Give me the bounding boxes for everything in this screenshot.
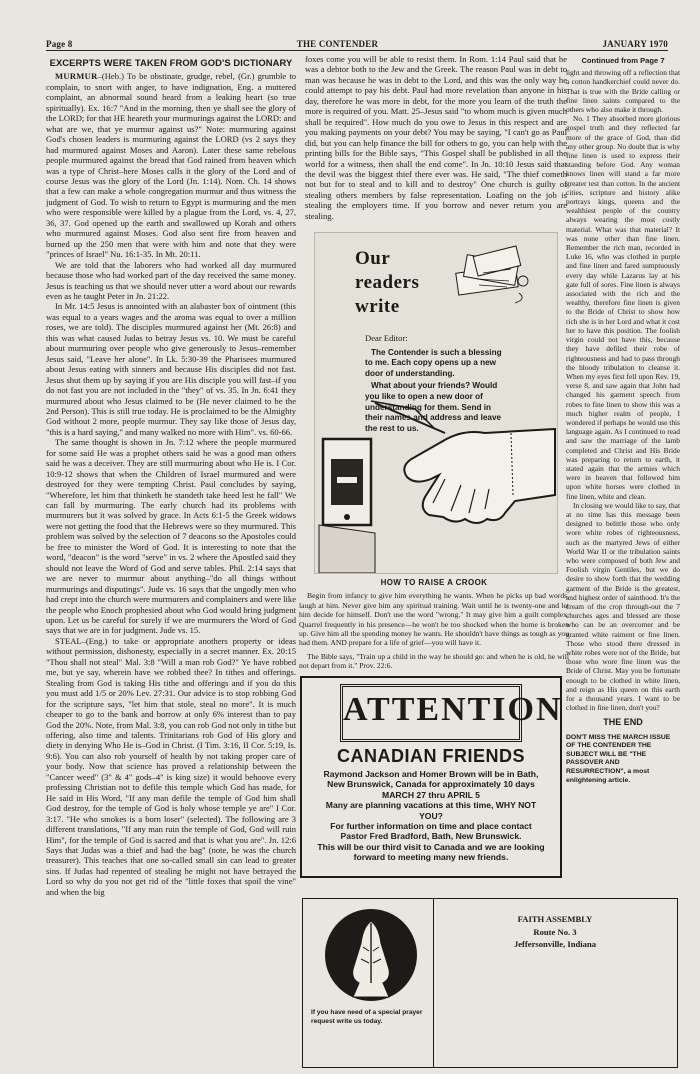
praying-hands-icon (323, 907, 419, 1003)
crook-paragraph: The Bible says, "Train up a child in the way he should go: and when he is old, he will not depart from it." Prov. 22:6. (299, 651, 569, 671)
letter-paragraph: The Contender is such a blessing to me. Each copy opens up a new door of understanding. (365, 347, 502, 378)
article-title: EXCERPTS WERE TAKEN FROM GOD'S DICTIONARY (49, 58, 293, 68)
article-paragraph: STEAL–(Eng.) to take or appropriate anothers property or ideas without permission, dishonesty, especially in a secret manner. Ex. 20:15 "Thou shall not steal" Mal. 3:8 "Will a man rob God?" Ye have robbed me, but ye say, wherein have we robbed thee? In tithes and offerings. Stealing from God is taking His tithe and offerings and if you do this you must add 1/5 or 20% Lev. 27:31. Our advice is to stop robbing God for the scripture says, "let him that stole, steal no more". It is much cheaper to go to the bank and borrow at only 6% interest than to pay God the 20%. Note, from Mal. 3:8, you can rob God not only in tithe but offering, also time and talents. Trinitarians rob God of His glory and diety in denying Who He is–God in Christ. (I Tim. 3:16, II Cor. 5:19, Is. 9:6). You can also rob yourself of health by not taking proper care of your body. Now that science has proved a relationship between the "Cancer weed" (3" & 4" gods–4" is king size) it would behoove every professing Christian not to defile this temple which God has made, for He said in His Word, "If any man defile the temple of God him shall God destroy, for the temple of God is holy whose temple ye are" I Cor. 3:17. "He who smokes is a born loser" (selected). The following are 3 different translations, "If any man ruin the temple of God, God will ruin Him", for the temple of God is sacred and that is what you are". Jn. 12:6 Says that Judas was a thief and had the bag" (note, he was the church treasurer). This teaches that one so-called small sin can lead to greater sins. If Judas had repented of stealing he might not have betrayed the Lord so why do you not get rid of the "little foxes that spoil the vine" and when the big (46, 635, 296, 897)
lead-word: MURMUR (55, 71, 98, 82)
crook-paragraph: Begin from infancy to give him everything he wants. When he picks up bad words, laugh at him. Never give him any spiritual training. Wait until he is twenty-one and let him decide for himself. Don't use the word "wrong." It may give him a guilt complex. Quarrel frequently in his presence—he won't be too shocked when the home is broken up. Give him all the spending money he wants. He shouldn't have things as tough as you had them. AND prepare for a life of grief—you will have it. (299, 591, 569, 648)
continued-paragraph: light and throwing off a reflection that a cotton handkerchief could never do. That is true with the Bride calling or fine linen saints compared to the others who also make it through. (566, 68, 680, 115)
article-column (46, 58, 296, 1066)
article-continuation (305, 54, 567, 226)
readers-write-title: Our readers write (355, 248, 420, 317)
attention-banner: ATTENTION (340, 684, 522, 742)
page-header (46, 38, 668, 50)
prayer-request-note: If you have need of a special prayer request write us today. (311, 1009, 423, 1025)
faith-assembly-address: FAITH ASSEMBLY Route No. 3 Jeffersonville, Indiana (513, 914, 597, 949)
march-issue-notice: DON'T MISS THE MARCH ISSUE OF THE CONTENDER THE SUBJECT WILL BE "THE PASSOVER AND RESURRECTION", a most enlightening article. (566, 733, 671, 784)
attention-box (300, 676, 562, 878)
article-paragraph: MURMUR–(Heb.) To be obstinate, grudge, rebel, (Gr.) grumble to complain, to snort with anger, to have indignation, Eng. a muttered complaint, an abnormal sound heard from a leaking heart (so true spiritually). Ex. 16:7 "And in the morning, then ye shall see the glory of the LORD; for that HE heareth your murmurings against the LORD: and what are we, that ye murmur against us?" Note: murmuring against God's chosen leaders is murmuring against the LORD (vs 2 says they had murmured against Moses and Aaron). Later these same rebelous people murmured against the bread that God rained from heaven which was a type of Christ–here Moses calls it the glory of the Lord and of course Jesus was the glory of the Lord (Jn. 1:14). Nom. Ch. 14 shows that a few can make a whole congregation murmur and thus witness the judgment of God. To wish to return to Egypt is murmuring and the men who were responsible were killed by a plague from the Lord, vs. 4, 27, 36, 37. God opened up the earth and swallowed up Korah and others who murmured against Moses. God also sent fire from heaven and burned up the 250 men that were with him and note that they were "princes of Israel" Nu. 16:1-35. In Mt. 20:11. (46, 71, 296, 260)
mailbox-slot-icon (319, 439, 375, 573)
page-number: Page 8 (46, 39, 73, 49)
reader-letter (365, 333, 505, 436)
letter-paragraph: What about your friends? Would you like to open a new door of understanding for them. Send in their names and address and leave the rest to us. (365, 381, 502, 433)
article-paragraph: The same thought is shown in Jn. 7:12 where the people murmured for some said He was a prophet others said he was a good man others said he was a deceiver. They are still murmuring about who He is. I Cor. 10:9-12 shows that when the Children of Israel murmured and were destroyed for they were tempting Christ. Paul concludes by saying, "Wherefore, let him that thinketh he standeth take heed lest he fall" We can fall by murmuring. The early church had its problems with murmurers but it was solved by grace. In Acts 6:1-5 the Greek widows were not getting the food that the Hebrews were so they murmured. This problem was solved by the selection of 7 deacons so the Apostoles could be free to minister the Word of God. It is interesting to note that the word, "deacon" is the word "serve" in vs. 2 where the Apostled said they should not leave the Word of God and serve tables. Phil. 2:14 says that we are never to murmur about anything–"do all things without murmurings and disputings". Jude vs. 16 says that the ungodly men who had crept into the church were murmurers and complainers and were like the people who Enoch prophesied about who God would bring judgment upon. Let us be careful for surely if we are murmurers the Word of God says that we are in for judgment. Jude vs. 15. (46, 437, 296, 636)
faith-assembly-box (302, 898, 678, 1068)
attention-subtitle: CANADIAN FRIENDS (337, 746, 525, 766)
continuation-paragraph: foxes come you will be able to resist them. In Rom. 1:14 Paul said that he was a debtor both to the Jew and the Greek. The reason Paul was in debt to man was because he was in debt to the Lord, and this was the only way he could attempt to pay his debt. Paul had more revelation than anyone in his day, therefore he was more in debt, for the more you learn of the truth the more is required of you. Matt. 25–Jesus said "to whom much is given much shall be required". How much do you owe to Jesus in this respect and are you making payments on your debt? You may be saying, "I can't go as Paul did, but you can help finance the bill for others to go, you can help with the printing bills for the Bible says, "This Gospel shall be published in all the world for a witness, then shall the end come". In Jn. 10:10 Jesus said that the devil was the biggest thief there ever was. He said, "The thief cometh not but for to steal and to kill and to destroy" One church is guilty of stealing others members by false representation. Loafing on the job is stealing the employers time. If you borrow and never return you are stealing. (305, 54, 567, 221)
letters-pile-icon (456, 246, 528, 303)
continued-heading: Continued from Page 7 (581, 56, 665, 65)
the-end-label: THE END (603, 717, 643, 728)
letter-salutation: Dear Editor: (365, 333, 408, 343)
header-rule (46, 50, 668, 51)
continued-paragraph: No. 1 They absorbed more glorious gospel truth and they reflected far more of the grace of God, than did any other group. No doubt that is why fine linen is used to express their standing before God. Any woman knows linen will stand a far more greater test than cotton. In the ancient cities, scripture and history alike portrays kings, queens and the wealthiest people of the country always wearing the most costly material. What was that material? It was none other than fine linen. Remember the rich man, recorded in Luke 16, who was clothed in purple and fine linen and fared sumptuously every day while Lazarus lay at his gate full of sores. Fine linen is always associated with the rich and the wealthy, therefore fine linen is given to the Bride of Christ to show how rich she is in her Lord and what it cost her to have this position. The foolish virgin could not have this, because they have defiled their robe of righteousness and had to pass through the bloody tribulation to cleanse it. When my eyes first fell upon Rev. 19, verse 8, and saw again that John had changed his garment speech from robes to fine linen to show this was a much higher realm of people, I wondered if perhaps he would use this language again. As I continued to read and saw the marriage of the lamb completed and Christ and His Bride was preparing to return to earth, it stated again that the armies which were in heaven that followed him upon white horses were clothed in fine linen, white and clean. (566, 114, 680, 501)
article-paragraph: We are told that the laborers who had worked all day murmured because those who had worked part of the day received the same money. Jesus is teaching us that we should never utter a word about our rewards even as he taught Peter in Jn. 21:22. (46, 259, 296, 301)
crook-title: HOW TO RAISE A CROOK (380, 578, 488, 587)
publication-name: THE CONTENDER (296, 39, 379, 49)
issue-date: JANUARY 1970 (602, 39, 668, 49)
crook-article (299, 578, 569, 675)
continued-column (564, 54, 680, 892)
continued-paragraph: In closing we would like to say, that at no time has this message been designed to belittle those who only wore white robes of righteousness, such as the martyred Jews of either World War II or the tribulation saints who were composed of both Jew and Foolish virgin Gentiles, but we do desire to show forth that the wedding garment of the Bride is the greatest, and highest order of sainthood. It's the cream of the crop through-out the 7 churches ages and blessed are those who can be an overcomer and be granted white raiment or fine linen. Those who stood there dressed in white robes were not of the Bride, but those who wore fine linen was the Bride of Christ. May you be fortunate enough to be clothed in white linen, and reign as His queen on this earth for a thousand years. I want to be clothed in fine linen, don't you? (566, 500, 680, 713)
article-paragraph: In Mr. 14:5 Jesus is annointed with an alabaster box of ointment (this was equal to a years wages and the aroma was equal to over a million roses, we are told). The disciples murmured against her (Mt. 26:8) and this was what caused Judas to betray Jesus vs. 10. We must be careful about murmuring over people who give generously to Jesus–remember Jesus said, "Leave her alone". In Lk. 5:30-39 the Pharisees murmured about Jesus eating with sinners and because His disciples did not fast. Jesus shut them up by saying if you are His disciple you will fast–if you do not fast you are not included in the "they" of vs. 35. In Jn. 6:41 they murmured about who Jesus claimed to be (He never claimed to be the 2nd Person). This is still true today. He is proclaimed to be the Almighty God without 2 more, people murmur. They say like those of Jesus day, "this is a hard saying," and many walked no more with Him". vs. 60-66. (46, 301, 296, 437)
readers-write-box (314, 232, 558, 574)
attention-body: Raymond Jackson and Homer Brown will be in Bath, New Brunswick, Canada for approximately 10 days MARCH 27 thru APRIL 5 Many are planning vacations at this time, WHY NOT YOU? For further information on time and place contact Pastor Fred Bradford, Bath, New Brunswick. This will be our third visit to Canada and we are looking forward to meeting many new friends. (317, 769, 545, 863)
